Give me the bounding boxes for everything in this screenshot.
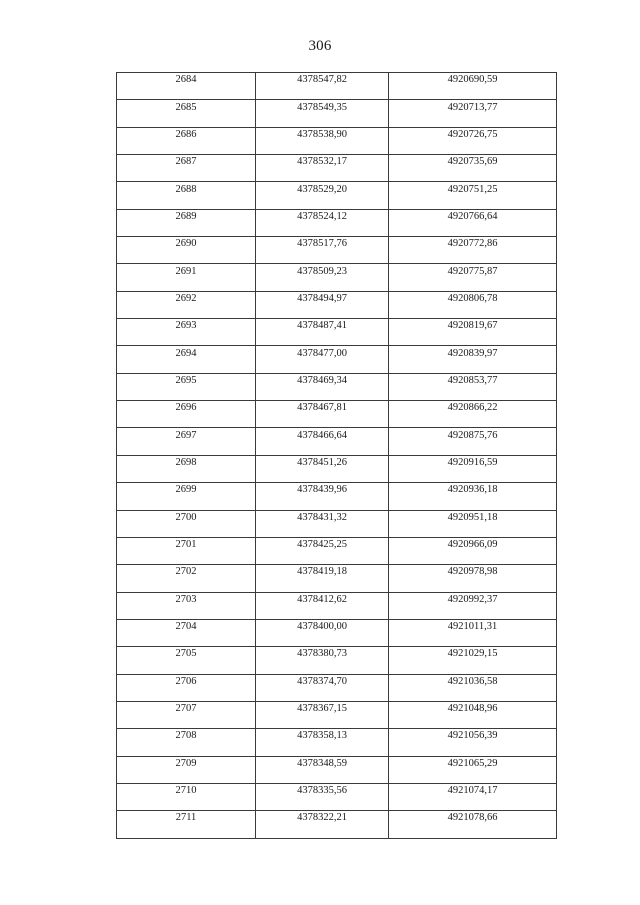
- x-coordinate-cell: [256, 100, 389, 127]
- x-coordinate-cell: [256, 455, 389, 482]
- y-coordinate-cell: [389, 373, 557, 400]
- point-number-cell: [117, 701, 256, 728]
- cell-value: 2687: [175, 156, 197, 168]
- table-row: [117, 510, 557, 537]
- cell-value: 2684: [175, 74, 197, 86]
- cell-value: 4378549,35: [297, 101, 347, 113]
- cell-value: 4378348,59: [297, 757, 347, 769]
- x-coordinate-cell: [256, 701, 389, 728]
- point-number-cell: [117, 73, 256, 100]
- cell-value: 2696: [175, 402, 197, 414]
- coordinates-table-body: [117, 73, 557, 839]
- x-coordinate-cell: [256, 291, 389, 318]
- point-number-cell: [117, 182, 256, 209]
- cell-value: 4920866,22: [447, 402, 498, 414]
- x-coordinate-cell: [256, 319, 389, 346]
- point-number-cell: [117, 565, 256, 592]
- table-row: [117, 319, 557, 346]
- cell-value: 4378439,96: [297, 484, 347, 496]
- cell-value: 4920819,67: [447, 320, 498, 332]
- point-number-cell: [117, 428, 256, 455]
- cell-value: 4378524,12: [297, 210, 347, 222]
- x-coordinate-cell: [256, 346, 389, 373]
- cell-value: 4920966,09: [447, 539, 498, 551]
- y-coordinate-cell: [389, 127, 557, 154]
- cell-value: 2701: [175, 539, 197, 551]
- table-row: [117, 674, 557, 701]
- y-coordinate-cell: [389, 455, 557, 482]
- y-coordinate-cell: [389, 701, 557, 728]
- cell-value: 4378529,20: [297, 183, 347, 195]
- cell-value: 2700: [175, 511, 197, 523]
- cell-value: 4378509,23: [297, 265, 347, 277]
- cell-value: 2695: [175, 374, 197, 386]
- y-coordinate-cell: [389, 783, 557, 810]
- cell-value: 4920916,59: [447, 456, 498, 468]
- cell-value: 4378419,18: [297, 566, 347, 578]
- cell-value: 4920726,75: [447, 128, 498, 140]
- table-row: [117, 537, 557, 564]
- cell-value: 4378367,15: [297, 703, 347, 715]
- cell-value: 4920936,18: [447, 484, 498, 496]
- y-coordinate-cell: [389, 401, 557, 428]
- cell-value: 4920875,76: [447, 429, 498, 441]
- cell-value: 4378380,73: [297, 648, 347, 660]
- cell-value: 2705: [175, 648, 197, 660]
- cell-value: 4920772,86: [447, 238, 498, 250]
- point-number-cell: [117, 237, 256, 264]
- cell-value: 2707: [175, 703, 197, 715]
- table-row: [117, 647, 557, 674]
- table-row: [117, 701, 557, 728]
- cell-value: 4920751,25: [447, 183, 498, 195]
- cell-value: 4920951,18: [447, 511, 498, 523]
- cell-value: 4378335,56: [297, 785, 347, 797]
- table-row: [117, 264, 557, 291]
- cell-value: 4378412,62: [297, 593, 347, 605]
- cell-value: 4378431,32: [297, 511, 347, 523]
- cell-value: 2689: [175, 210, 197, 222]
- table-row: [117, 483, 557, 510]
- table-row: [117, 428, 557, 455]
- cell-value: 2711: [175, 812, 197, 824]
- cell-value: 2698: [175, 456, 197, 468]
- cell-value: 4378469,34: [297, 374, 347, 386]
- cell-value: 4920978,98: [447, 566, 498, 578]
- cell-value: 4920735,69: [447, 156, 498, 168]
- y-coordinate-cell: [389, 483, 557, 510]
- point-number-cell: [117, 155, 256, 182]
- point-number-cell: [117, 319, 256, 346]
- y-coordinate-cell: [389, 209, 557, 236]
- x-coordinate-cell: [256, 127, 389, 154]
- point-number-cell: [117, 647, 256, 674]
- y-coordinate-cell: [389, 155, 557, 182]
- y-coordinate-cell: [389, 592, 557, 619]
- y-coordinate-cell: [389, 100, 557, 127]
- cell-value: 2710: [175, 785, 197, 797]
- y-coordinate-cell: [389, 237, 557, 264]
- x-coordinate-cell: [256, 209, 389, 236]
- cell-value: 4921011,31: [447, 621, 498, 633]
- table-row: [117, 783, 557, 810]
- y-coordinate-cell: [389, 537, 557, 564]
- page-number: 306: [308, 38, 332, 54]
- x-coordinate-cell: [256, 237, 389, 264]
- y-coordinate-cell: [389, 729, 557, 756]
- table-row: [117, 455, 557, 482]
- x-coordinate-cell: [256, 619, 389, 646]
- cell-value: 4378400,00: [297, 621, 347, 633]
- x-coordinate-cell: [256, 811, 389, 838]
- cell-value: 4378477,00: [297, 347, 347, 359]
- table-row: [117, 127, 557, 154]
- x-coordinate-cell: [256, 182, 389, 209]
- y-coordinate-cell: [389, 182, 557, 209]
- cell-value: 4920839,97: [447, 347, 498, 359]
- cell-value: 2704: [175, 621, 197, 633]
- cell-value: 4920766,64: [447, 210, 498, 222]
- point-number-cell: [117, 811, 256, 838]
- cell-value: 2692: [175, 292, 197, 304]
- cell-value: 2686: [175, 128, 197, 140]
- cell-value: 4378425,25: [297, 539, 347, 551]
- x-coordinate-cell: [256, 264, 389, 291]
- table-row: [117, 182, 557, 209]
- point-number-cell: [117, 592, 256, 619]
- cell-value: 4378538,90: [297, 128, 347, 140]
- table-row: [117, 209, 557, 236]
- table-row: [117, 401, 557, 428]
- x-coordinate-cell: [256, 483, 389, 510]
- cell-value: 4920690,59: [447, 74, 498, 86]
- cell-value: 2703: [175, 593, 197, 605]
- x-coordinate-cell: [256, 729, 389, 756]
- cell-value: 2709: [175, 757, 197, 769]
- cell-value: 4921036,58: [447, 675, 498, 687]
- cell-value: 4921074,17: [447, 785, 498, 797]
- table-row: [117, 811, 557, 838]
- cell-value: 2693: [175, 320, 197, 332]
- point-number-cell: [117, 291, 256, 318]
- x-coordinate-cell: [256, 373, 389, 400]
- cell-value: 2708: [175, 730, 197, 742]
- y-coordinate-cell: [389, 674, 557, 701]
- y-coordinate-cell: [389, 428, 557, 455]
- cell-value: 2685: [175, 101, 197, 113]
- y-coordinate-cell: [389, 346, 557, 373]
- point-number-cell: [117, 264, 256, 291]
- cell-value: 4378467,81: [297, 402, 347, 414]
- point-number-cell: [117, 537, 256, 564]
- table-row: [117, 237, 557, 264]
- coordinates-table: [116, 72, 557, 839]
- cell-value: 2702: [175, 566, 197, 578]
- cell-value: 4378466,64: [297, 429, 347, 441]
- cell-value: 4921078,66: [447, 812, 498, 824]
- point-number-cell: [117, 619, 256, 646]
- point-number-cell: [117, 483, 256, 510]
- table-row: [117, 100, 557, 127]
- x-coordinate-cell: [256, 510, 389, 537]
- x-coordinate-cell: [256, 756, 389, 783]
- x-coordinate-cell: [256, 428, 389, 455]
- cell-value: 4378547,82: [297, 74, 347, 86]
- cell-value: 2688: [175, 183, 197, 195]
- cell-value: 4921065,29: [447, 757, 498, 769]
- x-coordinate-cell: [256, 783, 389, 810]
- y-coordinate-cell: [389, 619, 557, 646]
- cell-value: 4378532,17: [297, 156, 347, 168]
- y-coordinate-cell: [389, 264, 557, 291]
- y-coordinate-cell: [389, 73, 557, 100]
- x-coordinate-cell: [256, 674, 389, 701]
- cell-value: 2697: [175, 429, 197, 441]
- table-row: [117, 346, 557, 373]
- cell-value: 4378487,41: [297, 320, 347, 332]
- table-row: [117, 291, 557, 318]
- cell-value: 4921056,39: [447, 730, 498, 742]
- point-number-cell: [117, 209, 256, 236]
- y-coordinate-cell: [389, 319, 557, 346]
- x-coordinate-cell: [256, 73, 389, 100]
- point-number-cell: [117, 127, 256, 154]
- cell-value: 4920713,77: [447, 101, 498, 113]
- y-coordinate-cell: [389, 647, 557, 674]
- point-number-cell: [117, 401, 256, 428]
- x-coordinate-cell: [256, 401, 389, 428]
- cell-value: 2706: [175, 675, 197, 687]
- cell-value: 4378358,13: [297, 730, 347, 742]
- point-number-cell: [117, 783, 256, 810]
- point-number-cell: [117, 373, 256, 400]
- point-number-cell: [117, 100, 256, 127]
- cell-value: 2694: [175, 347, 197, 359]
- y-coordinate-cell: [389, 811, 557, 838]
- point-number-cell: [117, 346, 256, 373]
- cell-value: 4921048,96: [447, 703, 498, 715]
- cell-value: 4921029,15: [447, 648, 498, 660]
- table-row: [117, 729, 557, 756]
- y-coordinate-cell: [389, 756, 557, 783]
- table-row: [117, 73, 557, 100]
- x-coordinate-cell: [256, 565, 389, 592]
- cell-value: 4378517,76: [297, 238, 347, 250]
- x-coordinate-cell: [256, 592, 389, 619]
- table-row: [117, 756, 557, 783]
- x-coordinate-cell: [256, 647, 389, 674]
- table-row: [117, 565, 557, 592]
- point-number-cell: [117, 729, 256, 756]
- cell-value: 4920853,77: [447, 374, 498, 386]
- cell-value: 4378322,21: [297, 812, 347, 824]
- point-number-cell: [117, 455, 256, 482]
- cell-value: 4378451,26: [297, 456, 347, 468]
- point-number-cell: [117, 510, 256, 537]
- point-number-cell: [117, 674, 256, 701]
- y-coordinate-cell: [389, 291, 557, 318]
- table-row: [117, 373, 557, 400]
- x-coordinate-cell: [256, 537, 389, 564]
- table-row: [117, 155, 557, 182]
- x-coordinate-cell: [256, 155, 389, 182]
- y-coordinate-cell: [389, 565, 557, 592]
- cell-value: 4920775,87: [447, 265, 498, 277]
- cell-value: 2691: [175, 265, 197, 277]
- cell-value: 4920806,78: [447, 292, 498, 304]
- cell-value: 2690: [175, 238, 197, 250]
- y-coordinate-cell: [389, 510, 557, 537]
- cell-value: 4378494,97: [297, 292, 347, 304]
- cell-value: 4920992,37: [447, 593, 498, 605]
- cell-value: 4378374,70: [297, 675, 347, 687]
- point-number-cell: [117, 756, 256, 783]
- cell-value: 2699: [175, 484, 197, 496]
- table-row: [117, 592, 557, 619]
- table-row: [117, 619, 557, 646]
